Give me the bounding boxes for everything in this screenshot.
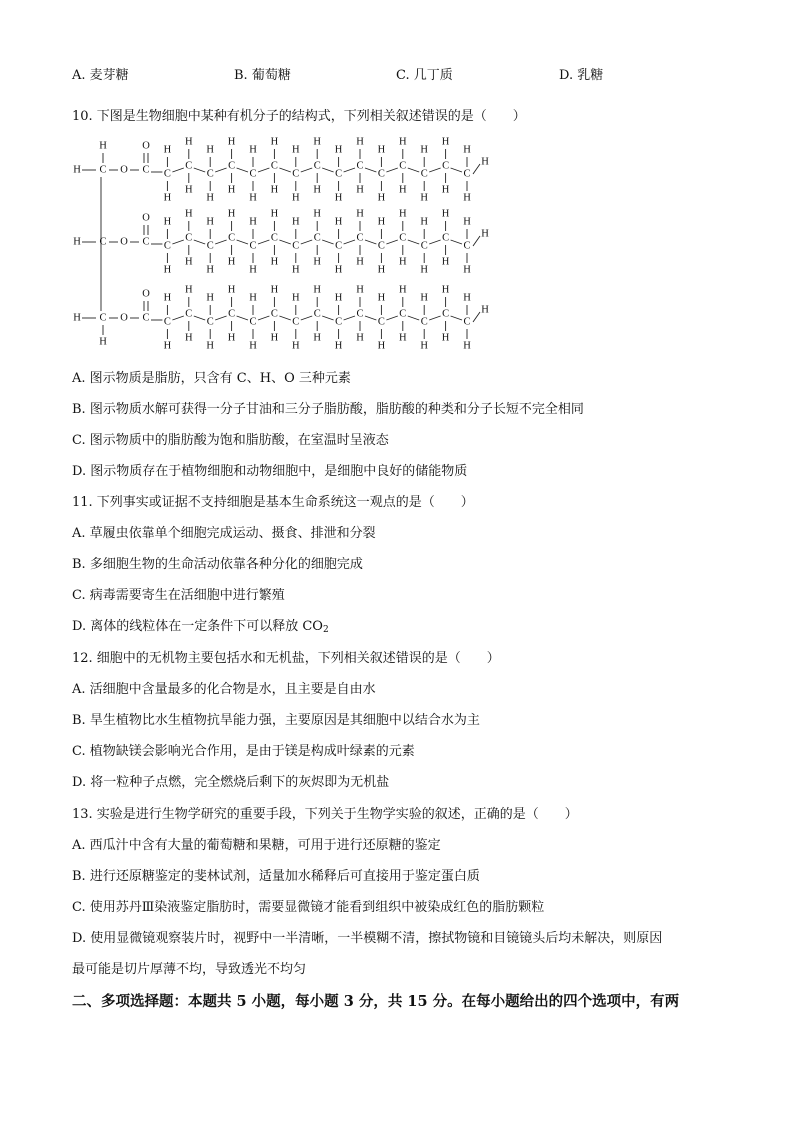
bond <box>473 312 480 322</box>
chain-bond <box>408 316 419 320</box>
chain-bond <box>279 316 290 320</box>
chain-carbon: C <box>356 308 364 320</box>
chain-hydrogen: H <box>441 256 450 268</box>
chain-hydrogen: H <box>399 136 407 148</box>
chain-hydrogen: H <box>185 332 193 344</box>
chain-carbon: C <box>270 160 278 172</box>
chain-hydrogen: H <box>292 264 300 276</box>
chain-hydrogen: H <box>463 216 471 228</box>
chain-carbon: C <box>185 160 193 172</box>
ester-oxygen: O <box>120 236 128 248</box>
chain-hydrogen: H <box>441 284 450 296</box>
terminal-hydrogen: H <box>481 304 489 316</box>
chain-hydrogen: H <box>377 340 386 352</box>
chain-bond <box>237 168 248 172</box>
chain-hydrogen: H <box>313 208 321 220</box>
chain-hydrogen: H <box>163 192 172 204</box>
q9-option-c: C. 几丁质 <box>396 68 453 83</box>
chain-bond <box>215 316 226 320</box>
chain-bond <box>365 168 376 172</box>
chain-hydrogen: H <box>334 216 343 228</box>
chain-hydrogen: H <box>227 284 236 296</box>
chain-hydrogen: H <box>313 332 321 344</box>
chain-hydrogen: H <box>334 264 343 276</box>
chain-hydrogen: H <box>334 340 343 352</box>
chain-carbon: C <box>249 240 257 252</box>
ester-oxygen: O <box>120 164 128 176</box>
chain-bond <box>451 240 462 244</box>
chain-bond <box>344 240 355 244</box>
chain-bond <box>344 316 355 320</box>
chain-hydrogen: H <box>292 292 300 304</box>
chain-hydrogen: H <box>163 264 172 276</box>
chain-hydrogen: H <box>399 284 407 296</box>
glycerol-bottom-hydrogen: H <box>99 336 107 348</box>
chain-carbon: C <box>463 240 471 252</box>
chain-carbon: C <box>270 308 278 320</box>
triglyceride-structure-figure <box>72 136 502 368</box>
chain-hydrogen: H <box>356 256 364 268</box>
q10-stem: 10. 下图是生物细胞中某种有机分子的结构式，下列相关叙述错误的是（ ） <box>72 109 526 124</box>
chain-bond <box>408 168 419 172</box>
q9-option-a: A. 麦芽糖 <box>72 68 129 83</box>
chain-carbon: C <box>228 308 236 320</box>
chain-bond <box>194 168 205 172</box>
chain-carbon: C <box>313 308 321 320</box>
q13-option-d-line1: D. 使用显微镜观察装片时，视野中一半清晰，一半模糊不清，擦拭物镜和目镜镜头后均未解决，则原因 <box>72 931 663 946</box>
ester-oxygen: O <box>120 312 128 324</box>
chain-hydrogen: H <box>420 144 428 156</box>
chain-carbon: C <box>228 160 236 172</box>
chain-carbon: C <box>420 168 428 180</box>
chain-hydrogen: H <box>270 256 279 268</box>
chain-hydrogen: H <box>441 332 450 344</box>
chain-bond <box>322 168 333 172</box>
q12-stem: 12. 细胞中的无机物主要包括水和无机盐，下列相关叙述错误的是（ ） <box>72 651 500 666</box>
triglyceride-structure-svg <box>72 136 502 368</box>
chain-hydrogen: H <box>356 136 364 148</box>
chain-bond <box>301 316 312 320</box>
chain-hydrogen: H <box>270 136 279 148</box>
chain-carbon: C <box>399 308 407 320</box>
chain-hydrogen: H <box>463 192 471 204</box>
q12-option-d: D. 将一粒种子点燃，完全燃烧后剩下的灰烬即为无机盐 <box>72 775 390 790</box>
chain-hydrogen: H <box>206 216 214 228</box>
chain-bond <box>194 240 205 244</box>
chain-hydrogen: H <box>163 216 172 228</box>
q11-option-d-subscript: 2 <box>322 625 329 635</box>
chain-hydrogen: H <box>313 136 321 148</box>
chain-bond <box>237 240 248 244</box>
chain-hydrogen: H <box>420 192 428 204</box>
chain-carbon: C <box>377 168 385 180</box>
chain-carbon: C <box>163 168 171 180</box>
chain-hydrogen: H <box>292 216 300 228</box>
chain-hydrogen: H <box>463 292 471 304</box>
glycerol-carbon: C <box>99 312 107 324</box>
chain-bond <box>279 240 290 244</box>
chain-carbon: C <box>313 232 321 244</box>
chain-bond <box>451 316 462 320</box>
chain-bond <box>172 168 183 172</box>
chain-bond <box>172 240 183 244</box>
chain-hydrogen: H <box>249 292 257 304</box>
chain-hydrogen: H <box>206 292 214 304</box>
chain-hydrogen: H <box>356 284 364 296</box>
chain-hydrogen: H <box>334 192 343 204</box>
chain-carbon: C <box>377 240 385 252</box>
chain-hydrogen: H <box>420 340 428 352</box>
chain-carbon: C <box>335 168 343 180</box>
chain-carbon: C <box>442 160 450 172</box>
chain-hydrogen: H <box>249 340 257 352</box>
chain-hydrogen: H <box>270 208 279 220</box>
chain-bond <box>258 168 269 172</box>
chain-bond <box>429 168 440 172</box>
carbonyl-oxygen: O <box>142 212 150 224</box>
chain-hydrogen: H <box>441 136 450 148</box>
q11-option-d <box>72 618 329 639</box>
glycerol-hydrogen: H <box>73 164 81 176</box>
chain-bond <box>322 240 333 244</box>
chain-carbon: C <box>420 316 428 328</box>
chain-hydrogen: H <box>227 256 236 268</box>
chain-bond <box>258 240 269 244</box>
q11-option-b: B. 多细胞生物的生命活动依靠各种分化的细胞完成 <box>72 557 363 572</box>
chain-carbon: C <box>292 240 300 252</box>
chain-hydrogen: H <box>399 256 407 268</box>
chain-bond <box>365 316 376 320</box>
chain-carbon: C <box>163 316 171 328</box>
chain-bond <box>237 316 248 320</box>
chain-hydrogen: H <box>292 192 300 204</box>
chain-carbon: C <box>313 160 321 172</box>
chain-carbon: C <box>463 316 471 328</box>
q10-option-a: A. 图示物质是脂肪，只含有 C、H、O 三种元素 <box>72 371 351 386</box>
chain-carbon: C <box>228 232 236 244</box>
chain-hydrogen: H <box>399 332 407 344</box>
carbonyl-carbon: C <box>142 312 150 324</box>
chain-hydrogen: H <box>399 184 407 196</box>
chain-carbon: C <box>206 316 214 328</box>
chain-hydrogen: H <box>313 184 321 196</box>
chain-hydrogen: H <box>292 340 300 352</box>
chain-bond <box>215 240 226 244</box>
chain-carbon: C <box>335 240 343 252</box>
q9-option-d: D. 乳糖 <box>559 68 604 83</box>
chain-hydrogen: H <box>227 136 236 148</box>
chain-carbon: C <box>292 168 300 180</box>
chain-carbon: C <box>442 308 450 320</box>
chain-bond <box>279 168 290 172</box>
chain-bond <box>386 240 397 244</box>
chain-bond <box>429 240 440 244</box>
q13-stem: 13. 实验是进行生物学研究的重要手段，下列关于生物学实验的叙述，正确的是（ ） <box>72 807 578 822</box>
chain-carbon: C <box>185 232 193 244</box>
chain-hydrogen: H <box>185 208 193 220</box>
chain-hydrogen: H <box>420 216 428 228</box>
chain-hydrogen: H <box>249 144 257 156</box>
chain-hydrogen: H <box>206 340 214 352</box>
carbonyl-oxygen: O <box>142 288 150 300</box>
chain-bond <box>429 316 440 320</box>
chain-carbon: C <box>292 316 300 328</box>
chain-hydrogen: H <box>185 136 193 148</box>
q11-option-c: C. 病毒需要寄生在活细胞中进行繁殖 <box>72 588 285 603</box>
q12-option-b: B. 旱生植物比水生植物抗旱能力强，主要原因是其细胞中以结合水为主 <box>72 713 480 728</box>
chain-hydrogen: H <box>185 184 193 196</box>
chain-carbon: C <box>377 316 385 328</box>
chain-hydrogen: H <box>463 264 471 276</box>
chain-hydrogen: H <box>249 264 257 276</box>
chain-hydrogen: H <box>227 332 236 344</box>
chain-hydrogen: H <box>420 292 428 304</box>
q10-option-c: C. 图示物质中的脂肪酸为饱和脂肪酸，在室温时呈液态 <box>72 433 389 448</box>
q13-option-a: A. 西瓜汁中含有大量的葡萄糖和果糖，可用于进行还原糖的鉴定 <box>72 838 441 853</box>
q13-option-b: B. 进行还原糖鉴定的斐林试剂，适量加水稀释后可直接用于鉴定蛋白质 <box>72 869 480 884</box>
chain-bond <box>451 168 462 172</box>
chain-bond <box>386 168 397 172</box>
terminal-hydrogen: H <box>481 156 489 168</box>
chain-hydrogen: H <box>270 184 279 196</box>
chain-hydrogen: H <box>206 264 214 276</box>
q11-option-d-text: D. 离体的线粒体在一定条件下可以释放 CO <box>72 619 323 634</box>
terminal-hydrogen: H <box>481 228 489 240</box>
chain-carbon: C <box>356 232 364 244</box>
chain-hydrogen: H <box>227 208 236 220</box>
q10-option-d: D. 图示物质存在于植物细胞和动物细胞中，是细胞中良好的储能物质 <box>72 464 468 479</box>
q10-option-b: B. 图示物质水解可获得一分子甘油和三分子脂肪酸，脂肪酸的种类和分子长短不完全相同 <box>72 402 584 417</box>
chain-carbon: C <box>249 316 257 328</box>
chain-hydrogen: H <box>270 332 279 344</box>
q13-option-d-line2: 最可能是切片厚薄不均，导致透光不均匀 <box>72 962 307 977</box>
chain-bond <box>172 316 183 320</box>
chain-hydrogen: H <box>185 256 193 268</box>
chain-hydrogen: H <box>185 284 193 296</box>
section-2-heading: 二、多项选择题：本题共 5 小题，每小题 3 分，共 15 分。在每小题给出的四个选项中，有两 <box>72 993 680 1010</box>
chain-bond <box>386 316 397 320</box>
chain-hydrogen: H <box>292 144 300 156</box>
bond <box>473 164 480 174</box>
chain-bond <box>215 168 226 172</box>
chain-hydrogen: H <box>249 216 257 228</box>
q11-stem: 11. 下列事实或证据不支持细胞是基本生命系统这一观点的是（ ） <box>72 495 474 510</box>
chain-carbon: C <box>185 308 193 320</box>
chain-carbon: C <box>442 232 450 244</box>
chain-hydrogen: H <box>163 144 172 156</box>
chain-hydrogen: H <box>463 144 471 156</box>
chain-hydrogen: H <box>270 284 279 296</box>
chain-carbon: C <box>420 240 428 252</box>
chain-bond <box>408 240 419 244</box>
chain-hydrogen: H <box>206 144 214 156</box>
chain-hydrogen: H <box>356 208 364 220</box>
glycerol-hydrogen: H <box>73 312 81 324</box>
chain-bond <box>322 316 333 320</box>
chain-hydrogen: H <box>463 340 471 352</box>
bond <box>473 236 480 246</box>
chain-bond <box>344 168 355 172</box>
carbonyl-carbon: C <box>142 164 150 176</box>
chain-carbon: C <box>249 168 257 180</box>
chain-hydrogen: H <box>399 208 407 220</box>
chain-hydrogen: H <box>227 184 236 196</box>
glycerol-carbon: C <box>99 164 107 176</box>
chain-hydrogen: H <box>356 332 364 344</box>
q12-option-a: A. 活细胞中含量最多的化合物是水，且主要是自由水 <box>72 682 376 697</box>
chain-carbon: C <box>163 240 171 252</box>
q11-option-a: A. 草履虫依靠单个细胞完成运动、摄食、排泄和分裂 <box>72 526 376 541</box>
chain-carbon: C <box>270 232 278 244</box>
chain-carbon: C <box>463 168 471 180</box>
chain-hydrogen: H <box>377 216 386 228</box>
chain-hydrogen: H <box>377 192 386 204</box>
chain-carbon: C <box>399 160 407 172</box>
glycerol-carbon: C <box>99 236 107 248</box>
glycerol-hydrogen: H <box>73 236 81 248</box>
carbonyl-oxygen: O <box>142 140 150 152</box>
chain-bond <box>258 316 269 320</box>
chain-hydrogen: H <box>441 184 450 196</box>
chain-hydrogen: H <box>249 192 257 204</box>
chain-hydrogen: H <box>377 144 386 156</box>
chain-carbon: C <box>399 232 407 244</box>
glycerol-top-hydrogen: H <box>99 140 107 152</box>
chain-hydrogen: H <box>441 208 450 220</box>
chain-carbon: C <box>206 240 214 252</box>
chain-bond <box>194 316 205 320</box>
chain-hydrogen: H <box>377 264 386 276</box>
chain-hydrogen: H <box>313 284 321 296</box>
chain-carbon: C <box>206 168 214 180</box>
chain-bond <box>301 240 312 244</box>
chain-hydrogen: H <box>377 292 386 304</box>
chain-hydrogen: H <box>334 144 343 156</box>
chain-bond <box>365 240 376 244</box>
q9-option-b: B. 葡萄糖 <box>234 68 291 83</box>
carbonyl-carbon: C <box>142 236 150 248</box>
q13-option-c: C. 使用苏丹Ⅲ染液鉴定脂肪时，需要显微镜才能看到组织中被染成红色的脂肪颗粒 <box>72 900 545 915</box>
chain-hydrogen: H <box>420 264 428 276</box>
chain-hydrogen: H <box>334 292 343 304</box>
q12-option-c: C. 植物缺镁会影响光合作用，是由于镁是构成叶绿素的元素 <box>72 744 415 759</box>
chain-hydrogen: H <box>163 292 172 304</box>
chain-hydrogen: H <box>206 192 214 204</box>
chain-hydrogen: H <box>356 184 364 196</box>
chain-carbon: C <box>356 160 364 172</box>
chain-carbon: C <box>335 316 343 328</box>
chain-bond <box>301 168 312 172</box>
chain-hydrogen: H <box>313 256 321 268</box>
chain-hydrogen: H <box>163 340 172 352</box>
